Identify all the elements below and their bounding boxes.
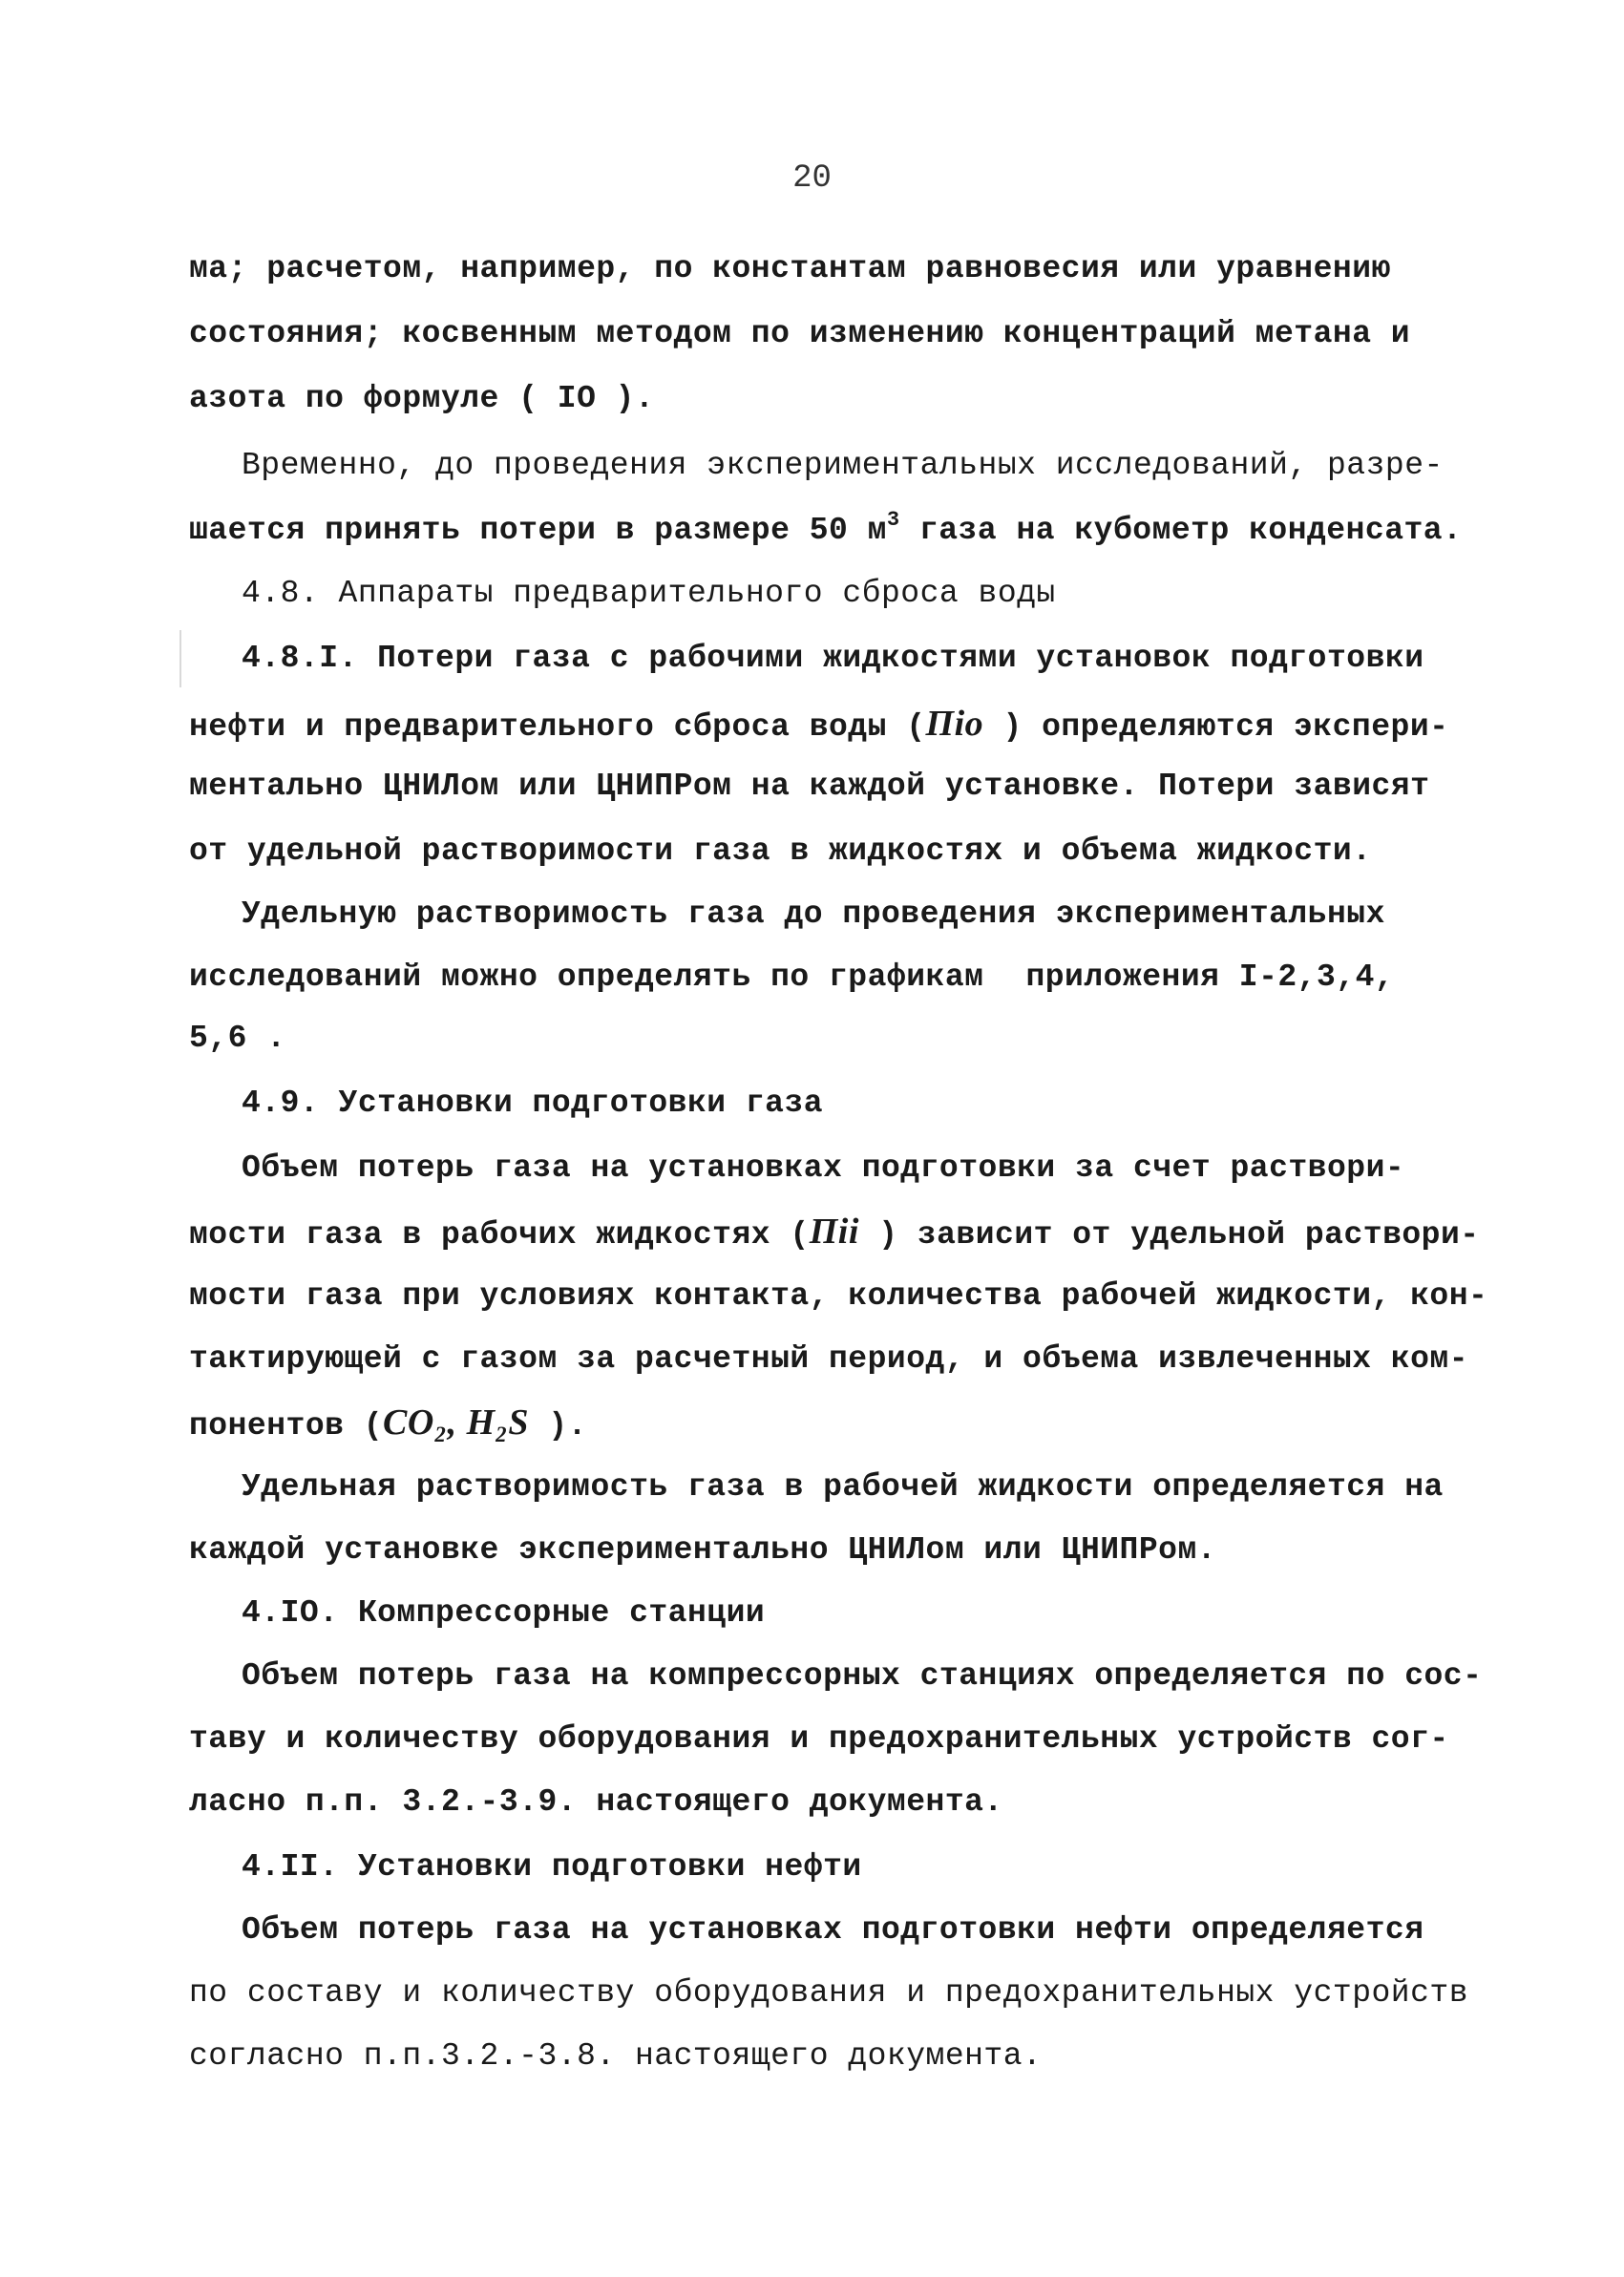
text-line: мости газа при условиях контакта, количества рабочей жидкости, кон- [189, 1278, 1488, 1314]
text-segment: исследований можно определять по графикам [189, 959, 984, 995]
text-line: каждой установке экспериментально ЦНИЛом или ЦНИПРом. [189, 1532, 1217, 1568]
text-line: ласно п.п. 3.2.-3.9. настоящего документа. [189, 1784, 1003, 1820]
text-line: Удельную растворимость газа до проведения экспериментальных [242, 896, 1385, 932]
text-segment: мости газа в рабочих жидкостях ( [189, 1217, 810, 1253]
text-line [189, 1212, 1480, 1254]
formula-symbol: Пii [809, 1212, 859, 1252]
formula-symbol: Пio [925, 704, 984, 744]
text-line [189, 1403, 587, 1445]
text-segment: газа на кубометр конденсата. [899, 513, 1463, 548]
text-segment: понентов ( [189, 1408, 384, 1444]
text-line: состояния; косвенным методом по изменению концентраций метана и [189, 316, 1411, 351]
section-heading: 4.IО. Компрессорные станции [242, 1595, 766, 1631]
text-line [189, 508, 1463, 550]
text-line: Объем потерь газа на компрессорных станциях определяется по сос- [242, 1658, 1483, 1694]
section-heading: 4.9. Установки подготовки газа [242, 1086, 824, 1121]
page-number: 20 [792, 160, 832, 197]
text-line: ма; расчетом, например, по константам равновесия или уравнению [189, 251, 1391, 286]
scan-artifact [179, 630, 181, 687]
text-line: Объем потерь газа на установках подготовки за счет раствори- [242, 1150, 1405, 1186]
text-line: Удельная растворимость газа в рабочей жидкости определяется на [242, 1469, 1444, 1505]
text-segment: приложения I-2,3,4, [1025, 959, 1395, 995]
text-line [189, 959, 1394, 997]
text-line: согласно п.п.3.2.-3.8. настоящего документа. [189, 2038, 1043, 2074]
text-line: азота по формуле ( IО ). [189, 381, 655, 416]
superscript: 3 [886, 508, 900, 532]
text-line: от удельной растворимости газа в жидкостях и объема жидкости. [189, 833, 1372, 869]
text-line: 5,6 . [189, 1021, 286, 1056]
text-line: Объем потерь газа на установках подготовки нефти определяется [242, 1912, 1424, 1948]
text-line: тактирующей с газом за расчетный период, и объема извлеченных ком- [189, 1341, 1469, 1377]
text-segment: ) зависит от удельной раствори- [858, 1217, 1480, 1253]
text-segment: ) определяются экспери- [983, 709, 1449, 745]
text-line: Временно, до проведения экспериментальных исследований, разре- [242, 448, 1444, 483]
text-segment: шается принять потери в размере 50 м [189, 513, 887, 548]
section-heading: 4.II. Установки подготовки нефти [242, 1849, 862, 1885]
text-line: ментально ЦНИЛом или ЦНИПРом на каждой установке. Потери зависят [189, 769, 1430, 804]
section-heading: 4.8. Аппараты предварительного сброса воды [242, 576, 1056, 611]
text-segment: ). [529, 1408, 587, 1444]
text-line: 4.8.I. Потери газа с рабочими жидкостями установок подготовки [242, 641, 1424, 676]
text-line: таву и количеству оборудования и предохранительных устройств сог- [189, 1721, 1449, 1757]
text-segment: нефти и предварительного сброса воды ( [189, 709, 926, 745]
text-line [189, 705, 1448, 747]
text-line: по составу и количеству оборудования и предохранительных устройств [189, 1975, 1469, 2011]
formula-symbol: CO₂, H₂S [383, 1402, 530, 1443]
